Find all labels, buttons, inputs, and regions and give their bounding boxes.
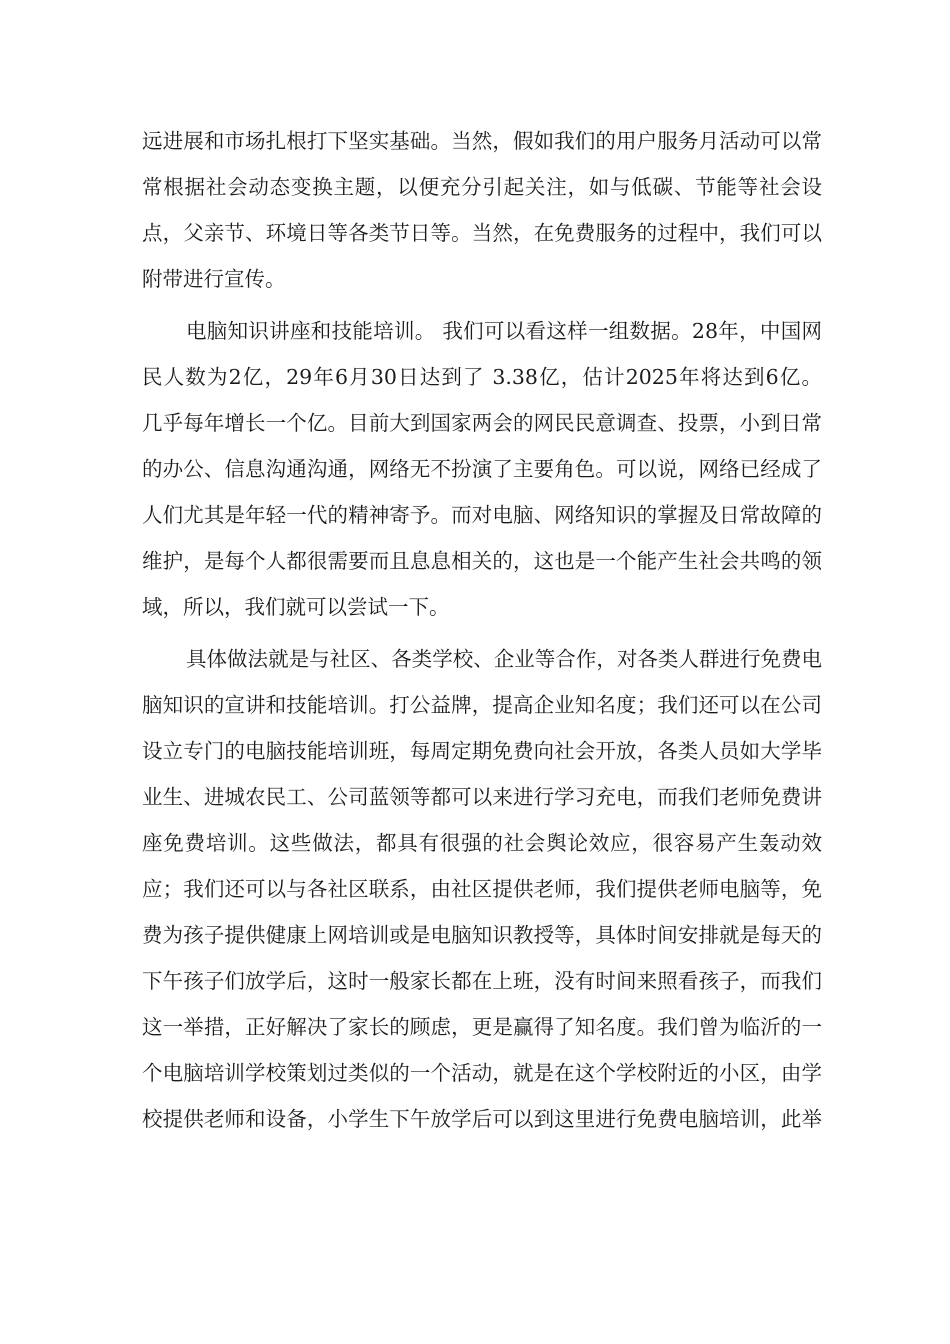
paragraph-line: 下午孩子们放学后，这时一般家长都在上班，没有时间来照看孩子，而我们 [142,969,822,993]
paragraph-line: 校提供老师和设备，小学生下午放学后可以到这里进行免费电脑培训，此举 [142,1107,822,1131]
paragraph-line: 设立专门的电脑技能培训班，每周定期免费向社会开放，各类人员如大学毕 [142,739,822,763]
paragraph-line: 维护，是每个人都很需要而且息息相关的，这也是一个能产生社会共鸣的领 [142,549,822,573]
paragraph-2 [142,308,822,630]
paragraph-3 [142,636,822,1142]
paragraph-line: 费为孩子提供健康上网培训或是电脑知识教授等，具体时间安排就是每天的 [142,923,822,947]
paragraph-line: 个电脑培训学校策划过类似的一个活动，就是在这个学校附近的小区，由学 [142,1061,822,1085]
paragraph-line: 座免费培训。这些做法，都具有很强的社会舆论效应，很容易产生轰动效 [142,831,822,855]
paragraph-line: 几乎每年增长一个亿。目前大到国家两会的网民民意调查、投票，小到日常 [142,411,822,435]
paragraph-line: 的办公、信息沟通沟通，网络无不扮演了主要角色。可以说，网络已经成了 [142,457,822,481]
paragraph-line: 电脑知识讲座和技能培训。 我们可以看这样一组数据。28年，中国网 [186,319,822,343]
paragraph-line: 远进展和市场扎根打下坚实基础。当然，假如我们的用户服务月活动可以常 [142,129,822,153]
paragraph-line: 附带进行宣传。 [142,267,286,291]
paragraph-line: 点，父亲节、环境日等各类节日等。当然，在免费服务的过程中，我们可以 [142,221,822,245]
paragraph-line: 应；我们还可以与各社区联系，由社区提供老师，我们提供老师电脑等，免 [142,877,822,901]
paragraph-line: 人们尤其是年轻一代的精神寄予。而对电脑、网络知识的掌握及日常故障的 [142,503,822,527]
paragraph-line: 脑知识的宣讲和技能培训。打公益牌，提高企业知名度；我们还可以在公司 [142,693,822,717]
paragraph-1 [142,118,822,302]
document-body [142,118,822,1142]
paragraph-line: 民人数为2亿，29年6月30日达到了 3.38亿，估计2025年将达到6亿。 [142,365,822,389]
paragraph-line: 业生、进城农民工、公司蓝领等都可以来进行学习充电，而我们老师免费讲 [142,785,822,809]
paragraph-line: 这一举措，正好解决了家长的顾虑，更是赢得了知名度。我们曾为临沂的一 [142,1015,822,1039]
paragraph-line: 域，所以，我们就可以尝试一下。 [142,595,450,619]
paragraph-line: 常根据社会动态变换主题，以便充分引起关注，如与低碳、节能等社会设 [142,175,822,199]
paragraph-line: 具体做法就是与社区、各类学校、企业等合作，对各类人群进行免费电 [186,647,822,671]
